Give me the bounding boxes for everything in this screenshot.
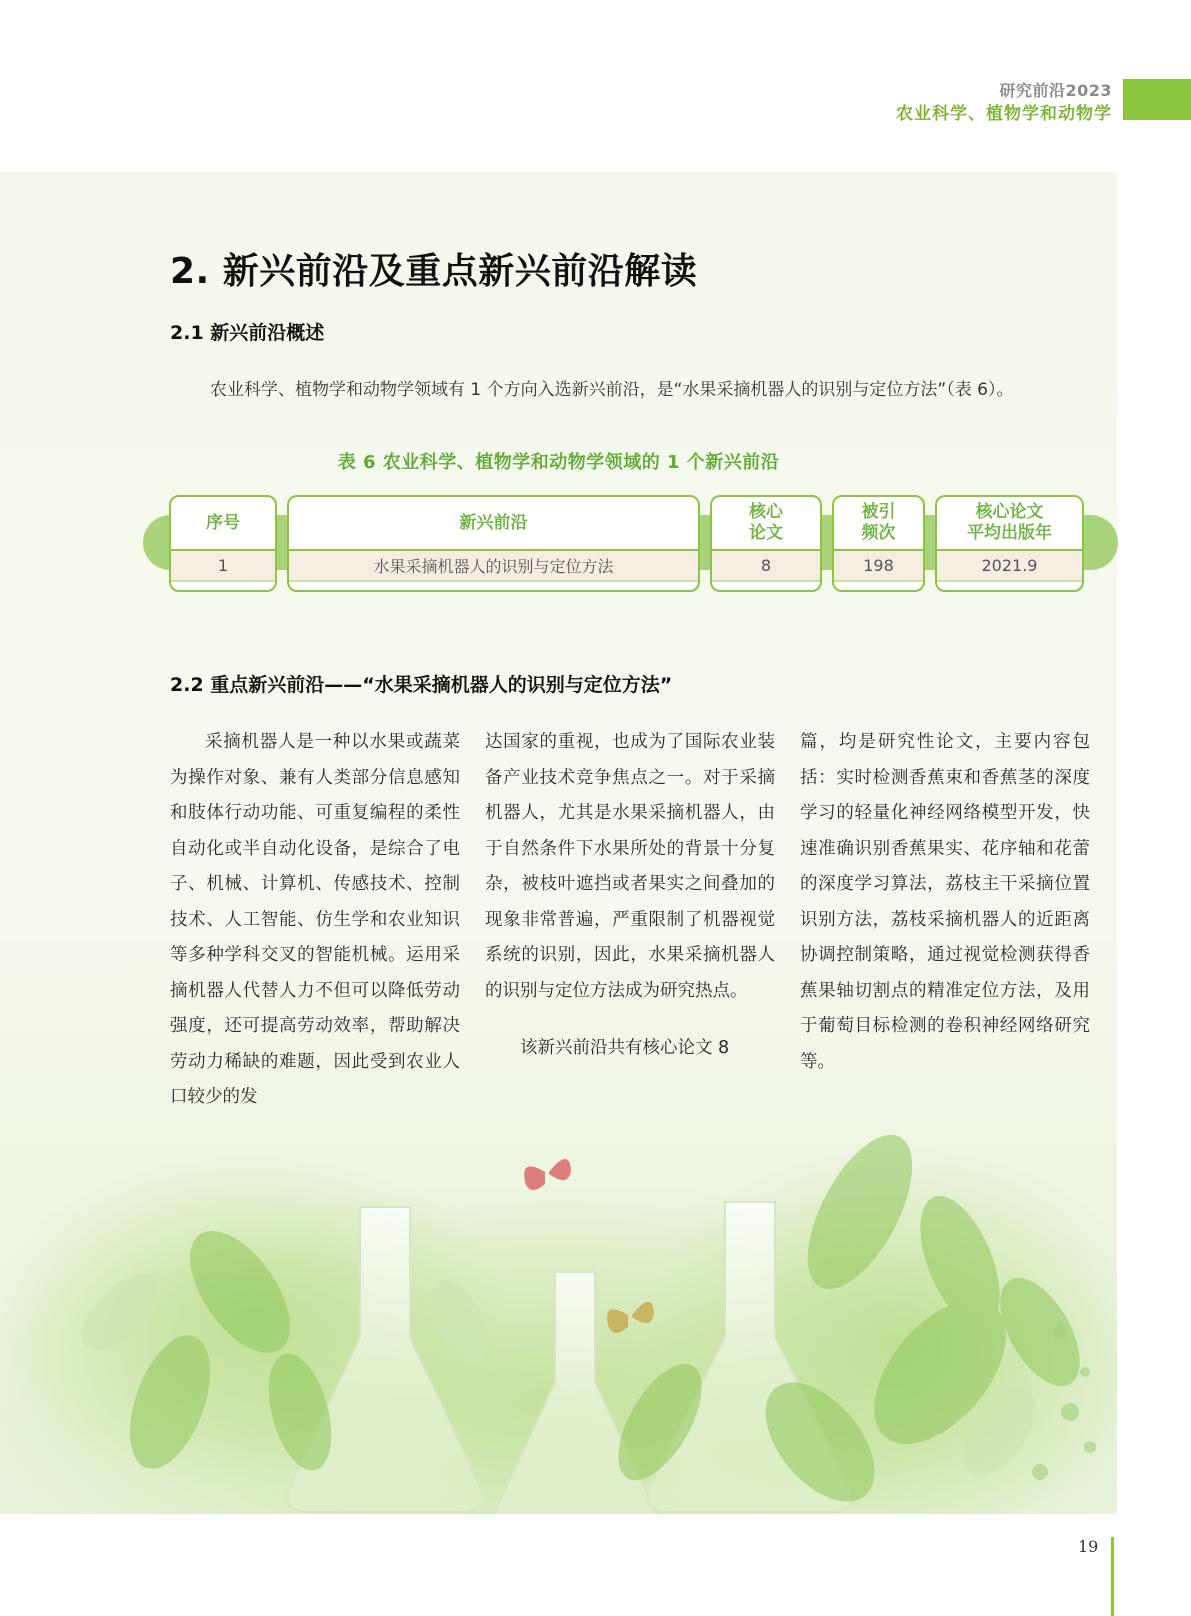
table-header: 被引 频次 (834, 497, 923, 551)
header-accent-block (1123, 79, 1191, 120)
table-header: 序号 (171, 497, 275, 551)
table-cell: 1 (171, 551, 275, 582)
table-column-mean-year (935, 495, 1084, 592)
body-paragraph: 该新兴前沿共有核心论文 8 (520, 1038, 730, 1058)
table-cell: 198 (834, 551, 923, 582)
page-number: 19 (1078, 1537, 1099, 1556)
table-header: 核心 论文 (712, 497, 820, 551)
report-title: 研究前沿2023 (999, 81, 1112, 100)
body-paragraph: 篇，均是研究性论文，主要内容包括：实时检测香蕉束和香蕉茎的深度学习的轻量化神经网络模型开发，快速准确识别香蕉果实、花序轴和花蕾的深度学习算法，荔枝主干采摘位置识别方法，荔枝采摘机器人的近距离协调控制策略，通过视觉检测获得香蕉果轴切割点的精准定位方法，及用于葡萄目标检测的卷积神经网络研究等。 (800, 732, 1090, 1072)
field-title: 农业科学、植物学和动物学 (896, 104, 1112, 124)
body-column-2 (485, 725, 775, 1067)
table-column-citations (832, 495, 925, 592)
intro-paragraph: 农业科学、植物学和动物学领域有 1 个方向入选新兴前沿，是“水果采摘机器人的识别与定位方法”（表 6）。 (210, 380, 1014, 400)
table-caption: 表 6 农业科学、植物学和动物学领域的 1 个新兴前沿 (337, 452, 780, 473)
table-cell: 2021.9 (937, 551, 1082, 582)
footer-accent-bar (1111, 1537, 1114, 1616)
table-column-index (169, 495, 277, 592)
table-header: 新兴前沿 (289, 497, 698, 551)
table-header: 核心论文 平均出版年 (937, 497, 1082, 551)
section-title: 2. 新兴前沿及重点新兴前沿解读 (170, 251, 698, 292)
body-paragraph: 达国家的重视，也成为了国际农业装备产业技术竞争焦点之一。对于采摘机器人，尤其是水果采摘机器人，由于自然条件下水果所处的背景十分复杂，被枝叶遮挡或者果实之间叠加的现象非常普遍，严重限制了机器视觉系统的识别，因此，水果采摘机器人的识别与定位方法成为研究热点。 (485, 732, 775, 1001)
body-column-1 (170, 725, 460, 1116)
table-column-core-papers (710, 495, 822, 592)
body-paragraph: 采摘机器人是一种以水果或蔬菜为操作对象、兼有人类部分信息感知和肢体行动功能、可重复编程的柔性自动化或半自动化设备，是综合了电子、机械、计算机、传感技术、控制技术、人工智能、仿生学和农业知识等多种学科交叉的智能机械。运用采摘机器人代替人力不但可以降低劳动强度，还可提高劳动效率，帮助解决劳动力稀缺的难题，因此受到农业人口较少的发 (170, 732, 460, 1107)
table-column-front (287, 495, 700, 592)
subsection-title-2-2: 2.2 重点新兴前沿——“水果采摘机器人的识别与定位方法” (170, 674, 673, 696)
subsection-title-2-1: 2.1 新兴前沿概述 (170, 322, 325, 344)
table-cell: 水果采摘机器人的识别与定位方法 (289, 551, 698, 582)
body-column-3 (800, 725, 1090, 1080)
table-cell: 8 (712, 551, 820, 582)
